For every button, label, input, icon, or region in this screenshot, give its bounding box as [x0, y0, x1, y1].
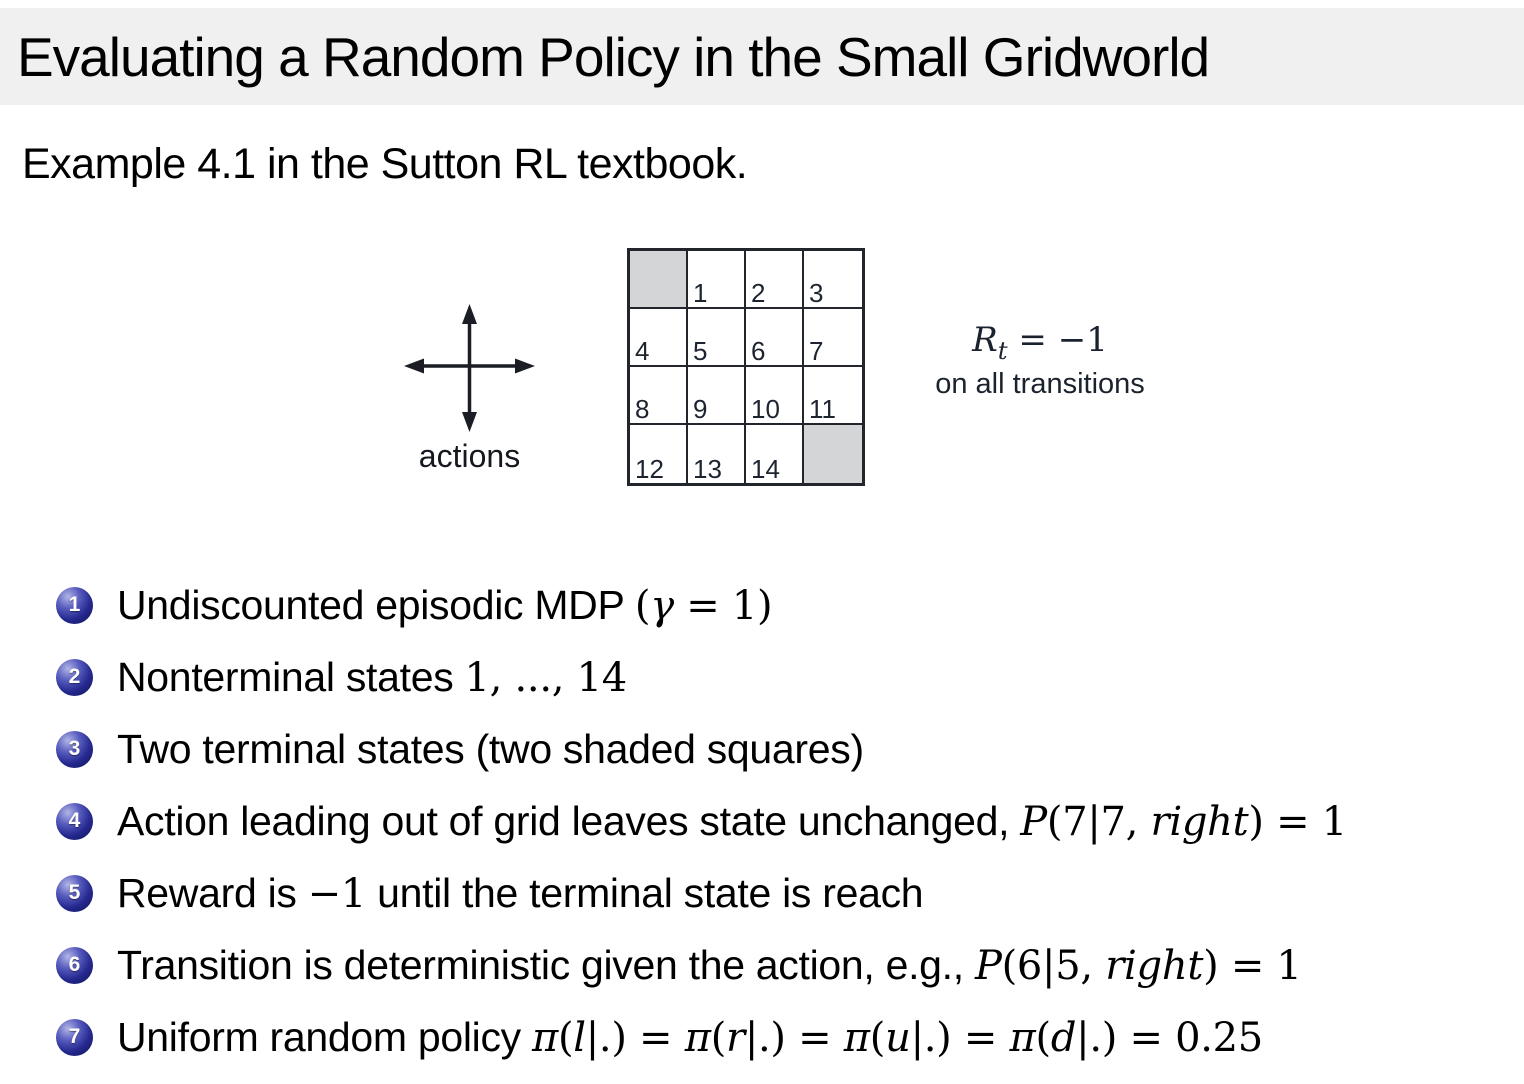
math-segment: P(7|7, right) = 1 — [1020, 798, 1347, 845]
item-number-badge: 1 — [56, 587, 93, 624]
slide-title: Evaluating a Random Policy in the Small Gridworld — [17, 25, 1210, 88]
actions-label: actions — [418, 438, 521, 474]
item-number-badge: 2 — [56, 659, 93, 696]
actions-figure — [402, 303, 537, 475]
grid-cell — [688, 425, 746, 483]
list-item — [56, 652, 1516, 702]
grid-cell — [630, 309, 688, 367]
grid-cell-label: 3 — [809, 278, 824, 308]
grid-cell — [688, 251, 746, 309]
grid-cell — [804, 251, 862, 309]
reward-annotation — [900, 320, 1180, 401]
item-number-badge: 4 — [56, 803, 93, 840]
grid-cell-label: 11 — [809, 394, 836, 424]
grid-cell-label: 8 — [635, 394, 650, 424]
item-text: Undiscounted episodic MDP (γ = 1) — [117, 581, 773, 629]
list-item — [56, 796, 1516, 846]
math-segment: −1 — [307, 870, 367, 917]
math-segment: 1, ..., 14 — [464, 654, 627, 701]
grid-cell-label: 2 — [751, 278, 766, 308]
item-number-badge: 5 — [56, 875, 93, 912]
item-number-badge: 3 — [56, 731, 93, 768]
math-segment: π(l|.) = π(r|.) = π(u|.) = π(d|.) = 0.25 — [531, 1014, 1263, 1061]
gridworld-grid — [627, 248, 865, 486]
terminal-cell — [630, 251, 688, 309]
list-item — [56, 940, 1516, 990]
actions-cross-icon — [402, 303, 537, 433]
slide-subtitle: Example 4.1 in the Sutton RL textbook. — [22, 140, 748, 188]
item-text: Uniform random policy π(l|.) = π(r|.) = π(u|.) = π(d|.) = 0.25 — [117, 1013, 1263, 1061]
grid-cell-label: 4 — [635, 336, 650, 366]
grid-cell — [804, 367, 862, 425]
math-segment: P(6|5, right) = 1 — [974, 942, 1302, 989]
item-text: Reward is −1 until the terminal state is reach — [117, 869, 924, 917]
list-item — [56, 868, 1516, 918]
item-text: Two terminal states (two shaded squares) — [117, 725, 864, 772]
item-text: Action leading out of grid leaves state unchanged, P(7|7, right) = 1 — [117, 797, 1347, 845]
math-segment: (γ = 1) — [634, 582, 773, 629]
item-text: Transition is deterministic given the action, e.g., P(6|5, right) = 1 — [117, 941, 1302, 989]
reward-equation: $R_t = -1$ — [972, 320, 1108, 365]
grid-cell-label: 9 — [693, 394, 708, 424]
grid-cell-label: 7 — [809, 336, 824, 366]
grid-cell — [746, 425, 804, 483]
grid-cell-label: 6 — [751, 336, 766, 366]
grid-cell-label: 13 — [693, 454, 722, 484]
title-bar — [0, 8, 1524, 105]
grid-cell-label: 1 — [693, 278, 708, 308]
grid-cell-label: 14 — [751, 454, 780, 484]
list-item — [56, 580, 1516, 630]
grid-cell — [688, 367, 746, 425]
grid-cell-label: 10 — [751, 394, 780, 424]
item-list — [56, 580, 1516, 1084]
grid-cell — [746, 367, 804, 425]
terminal-cell — [804, 425, 862, 483]
grid-cell — [630, 425, 688, 483]
grid-cell — [746, 309, 804, 367]
grid-cell — [746, 251, 804, 309]
grid-cell-label: 12 — [635, 454, 664, 484]
grid-cell — [630, 367, 688, 425]
grid-cell — [688, 309, 746, 367]
list-item — [56, 1012, 1516, 1062]
item-text: Nonterminal states 1, ..., 14 — [117, 653, 627, 701]
grid-cell — [804, 309, 862, 367]
grid-cell-label: 5 — [693, 336, 708, 366]
list-item — [56, 724, 1516, 774]
item-number-badge: 7 — [56, 1019, 93, 1056]
reward-caption: on all transitions — [935, 367, 1145, 400]
item-number-badge: 6 — [56, 947, 93, 984]
